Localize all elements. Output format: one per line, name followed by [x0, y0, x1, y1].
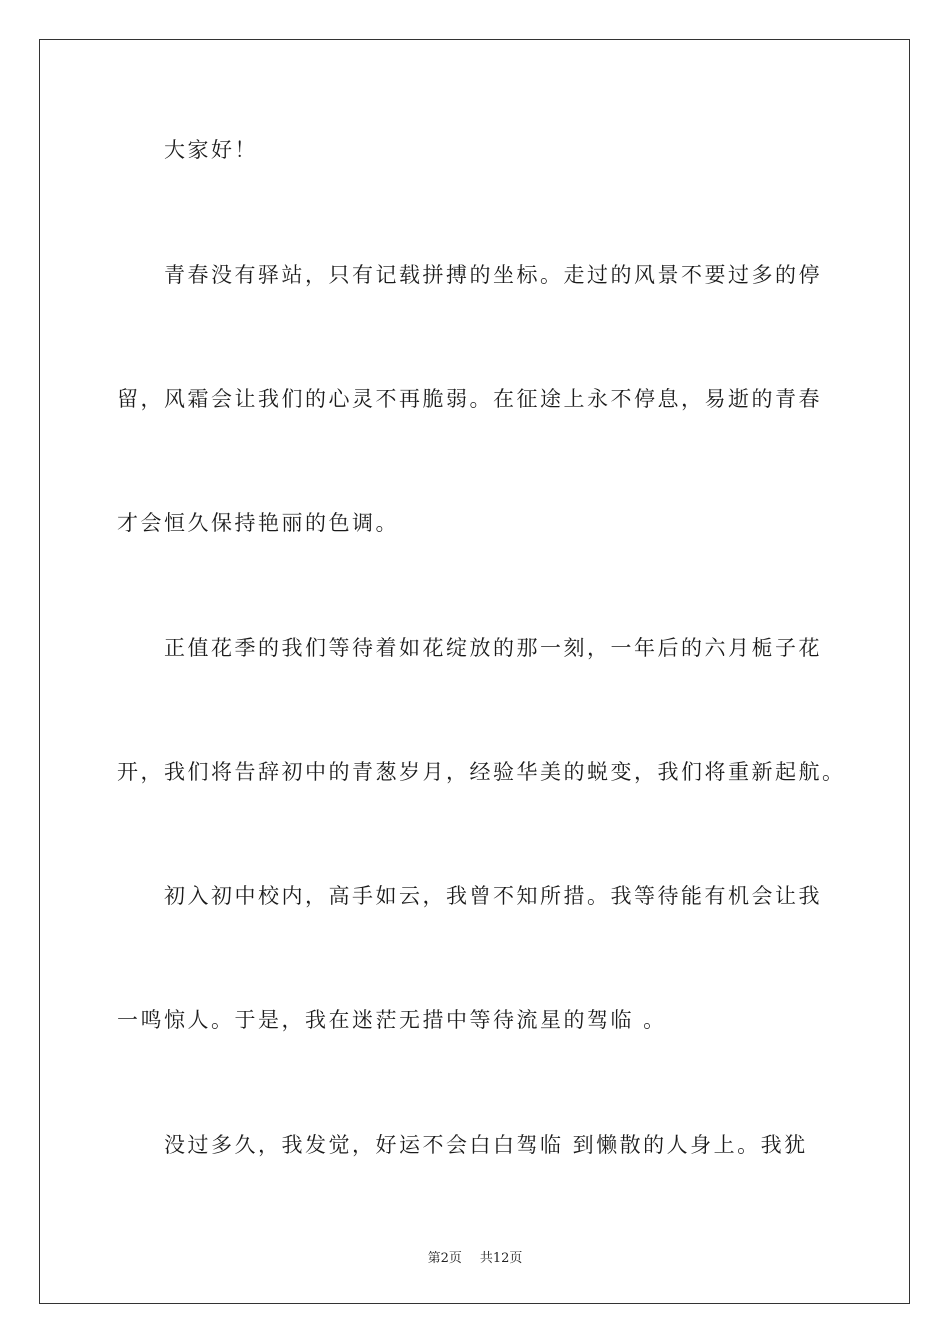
page-footer — [0, 1247, 950, 1266]
paragraph-line: 一鸣惊人。于是，我在迷茫无措中等待流星的驾临 。 — [117, 1008, 667, 1032]
page-number: 第2页 — [427, 1251, 462, 1266]
page-border — [39, 39, 910, 1304]
paragraph-line: 初入初中校内，高手如云，我曾不知所措。我等待能有机会让我 — [164, 884, 822, 908]
paragraph-line: 留，风霜会让我们的心灵不再脆弱。在征途上永不停息，易逝的青春 — [117, 387, 822, 411]
page-total: 共12页 — [479, 1251, 523, 1266]
paragraph-line: 才会恒久保持艳丽的色调。 — [117, 511, 399, 535]
paragraph-line: 开，我们将告辞初中的青葱岁月，经验华美的蜕变，我们将重新起航。 — [117, 760, 846, 784]
paragraph-line: 青春没有驿站，只有记载拼搏的坐标。走过的风景不要过多的停 — [164, 263, 822, 287]
paragraph-line: 没过多久，我发觉，好运不会白白驾临 到懒散的人身上。我犹 — [164, 1133, 808, 1157]
paragraph-line: 正值花季的我们等待着如花绽放的那一刻，一年后的六月栀子花 — [164, 636, 822, 660]
greeting-line: 大家好！ — [164, 138, 258, 162]
